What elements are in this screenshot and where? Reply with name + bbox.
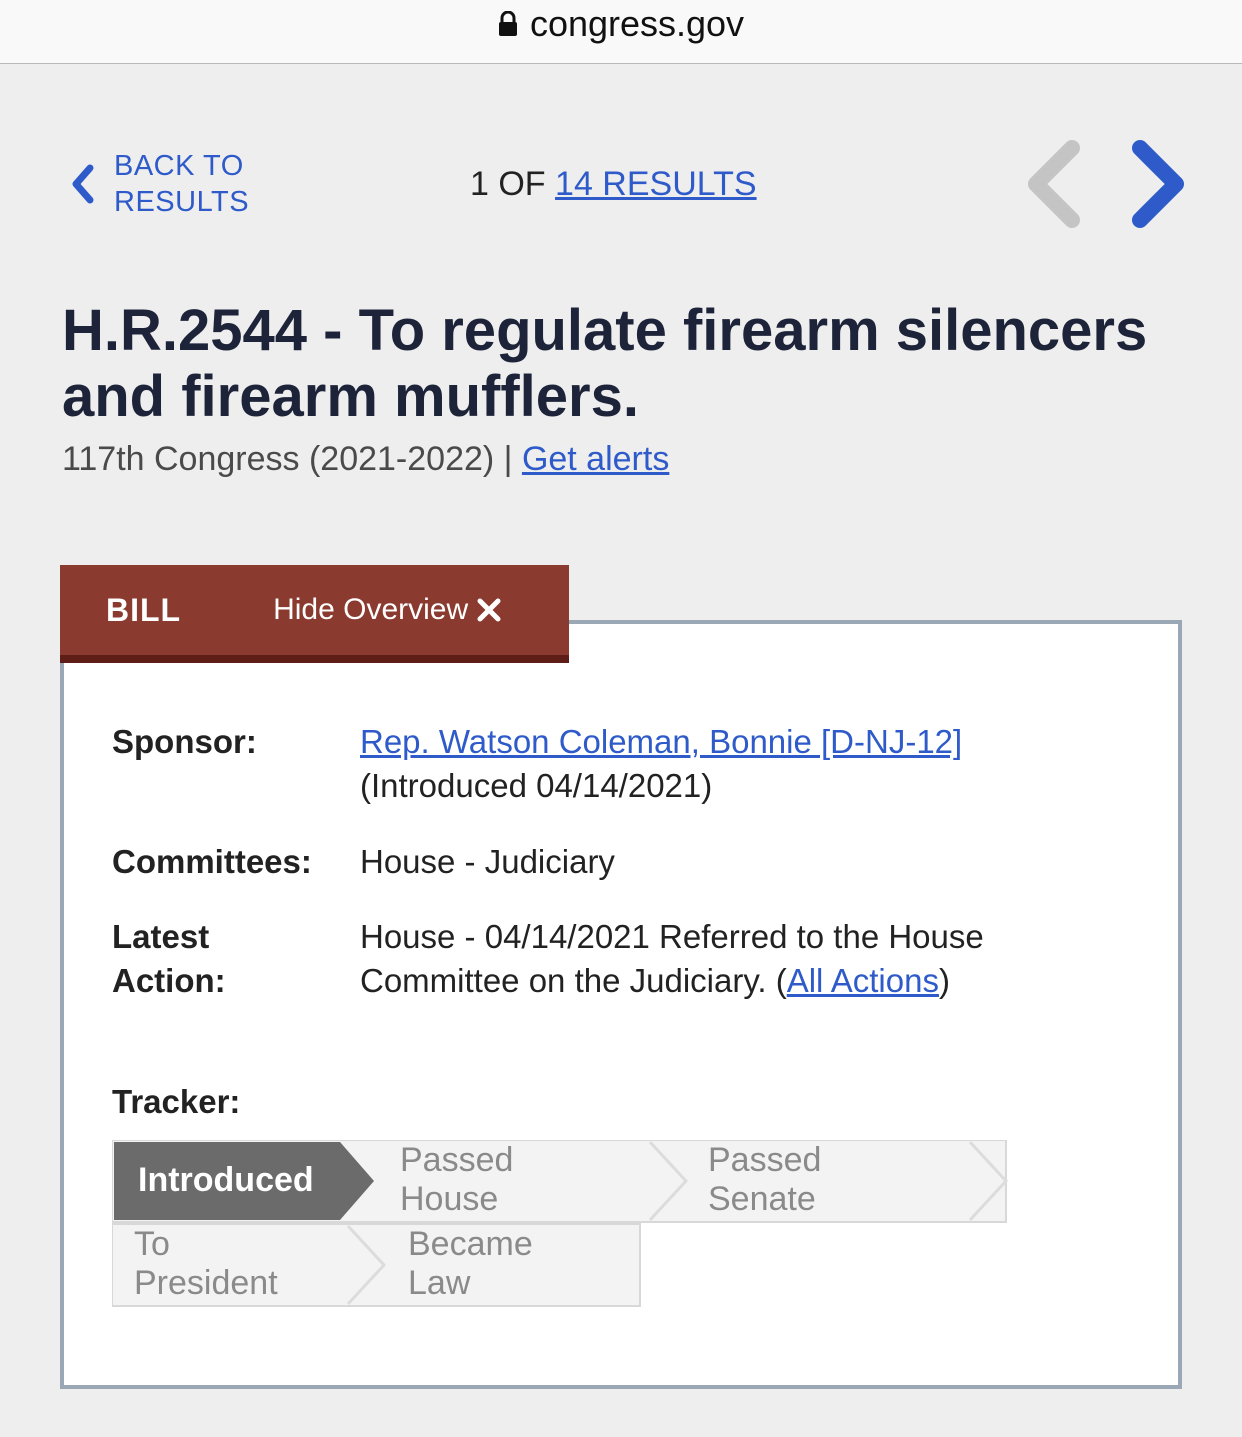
get-alerts-link[interactable]: Get alerts bbox=[521, 440, 670, 478]
sponsor-label: Sponsor: bbox=[112, 723, 257, 760]
sponsor-value bbox=[360, 720, 962, 808]
tracker-step-introduced: Introduced bbox=[138, 1160, 314, 1199]
bill-overview-tab bbox=[60, 565, 569, 663]
tracker-label: Tracker: bbox=[112, 1083, 241, 1120]
close-icon bbox=[476, 597, 502, 623]
back-label-line2: RESULTS bbox=[114, 186, 250, 218]
results-position-prefix: 1 OF bbox=[470, 165, 556, 203]
back-label-line1: BACK TO bbox=[114, 150, 244, 182]
latest-label-line1: Latest bbox=[112, 918, 210, 955]
latest-action-close-paren: ) bbox=[938, 962, 950, 999]
sponsor-link[interactable]: Rep. Watson Coleman, Bonnie [D-NJ-12] bbox=[360, 723, 963, 760]
latest-action-value bbox=[360, 915, 984, 1003]
committees-label: Committees: bbox=[112, 843, 312, 880]
tracker-step-passed-house: Passed House bbox=[400, 1141, 514, 1218]
browser-url-bar[interactable] bbox=[0, 0, 1242, 64]
latest-action-label bbox=[112, 915, 226, 1003]
tracker-step-became-law: Became Law bbox=[408, 1225, 533, 1302]
all-actions-link[interactable]: All Actions bbox=[786, 962, 939, 999]
hide-overview-label: Hide Overview bbox=[273, 593, 469, 626]
back-to-results-link[interactable] bbox=[70, 148, 249, 220]
previous-result-arrow-icon[interactable] bbox=[1022, 138, 1086, 230]
congress-line bbox=[62, 440, 669, 479]
sponsor-introduced: (Introduced 04/14/2021) bbox=[360, 767, 713, 804]
url-domain: congress.gov bbox=[529, 2, 745, 44]
tab-bill[interactable]: BILL bbox=[106, 591, 182, 628]
results-position bbox=[470, 165, 757, 204]
latest-action-line2: Committee on the Judiciary. ( bbox=[360, 962, 787, 999]
next-result-arrow-icon[interactable] bbox=[1126, 138, 1190, 230]
lock-icon bbox=[498, 11, 518, 37]
tracker-step-passed-senate: Passed Senate bbox=[708, 1141, 822, 1218]
latest-label-line2: Action: bbox=[112, 962, 226, 999]
hide-overview-button[interactable] bbox=[273, 593, 502, 627]
chevron-left-icon bbox=[70, 164, 96, 204]
committees-value: House - Judiciary bbox=[360, 843, 615, 880]
bill-title: H.R.2544 - To regulate firearm silencers and firearm mufflers. bbox=[62, 298, 1148, 429]
latest-action-line1: House - 04/14/2021 Referred to the House bbox=[360, 918, 984, 955]
tracker-step-to-president: To President bbox=[134, 1225, 278, 1302]
congress-session: 117th Congress (2021-2022) | bbox=[62, 440, 522, 478]
results-link[interactable]: 14 RESULTS bbox=[555, 165, 757, 203]
